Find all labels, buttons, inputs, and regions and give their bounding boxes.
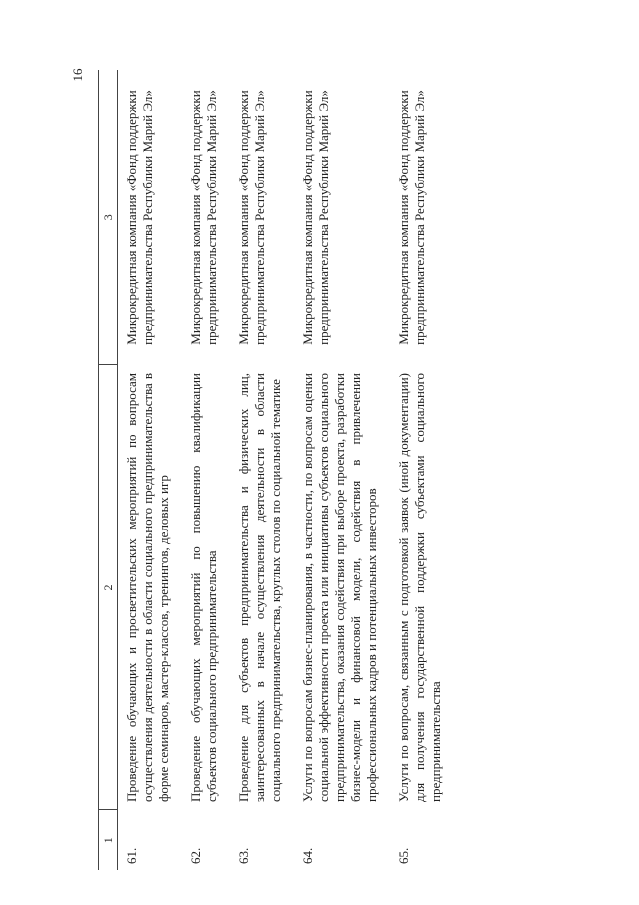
rotated-table-page (98, 70, 566, 870)
table-row (294, 70, 390, 870)
row-number: 61. (124, 847, 139, 864)
row-executor: Микрокредитная компания «Фонд поддержки предпринимательства Республики Марий Эл» (124, 90, 155, 345)
row-number: 65. (396, 847, 411, 864)
row-executor: Микрокредитная компания «Фонд поддержки предпринимательства Республики Марий Эл» (188, 90, 219, 345)
table-row (230, 70, 294, 870)
table-row (118, 70, 183, 870)
row-description: Проведение для субъектов предпринимательства и физических лиц, заинтересованных в начале осуществления деятельности в области социального предпринимательства, круглых столов по социальной тематике (236, 373, 283, 802)
column-header-1: 1 (99, 810, 118, 870)
table-row (182, 70, 230, 870)
column-header-3: 3 (99, 70, 118, 365)
page-number: 16 (70, 68, 85, 82)
row-executor: Микрокредитная компания «Фонд поддержки предпринимательства Республики Марий Эл» (396, 90, 427, 345)
column-header-2: 2 (99, 365, 118, 810)
table-row (390, 70, 454, 870)
row-description: Проведение обучающих мероприятий по повышению квалификации субъектов социального предпринимательства (188, 373, 219, 802)
row-description: Услуги по вопросам бизнес-планирования, в частности, по вопросам оценки социальной эффективности проекта или инициативы субъектов социального предпринимательства, оказания содействия при выборе проекта, разработки бизнес-модели и финансовой модели, содействия в привлечении профессиональных кадров и потенциальных инвесторов (300, 373, 379, 802)
row-description: Проведение обучающих и просветительских мероприятий по вопросам осуществления деятельности в области социального предпринимательства в форме семинаров, мастер-классов, тренингов, деловых игр (124, 373, 171, 802)
table-header-row (99, 70, 118, 870)
row-number: 63. (236, 847, 251, 864)
row-number: 62. (188, 847, 203, 864)
row-executor: Микрокредитная компания «Фонд поддержки предпринимательства Республики Марий Эл» (300, 90, 331, 345)
measures-table (98, 70, 454, 870)
row-number: 64. (300, 847, 315, 864)
row-description: Услуги по вопросам, связанным с подготовкой заявок (иной документации) для получения государственной поддержки субъектами социального предпринимательства (396, 373, 443, 802)
row-executor: Микрокредитная компания «Фонд поддержки предпринимательства Республики Марий Эл» (236, 90, 267, 345)
